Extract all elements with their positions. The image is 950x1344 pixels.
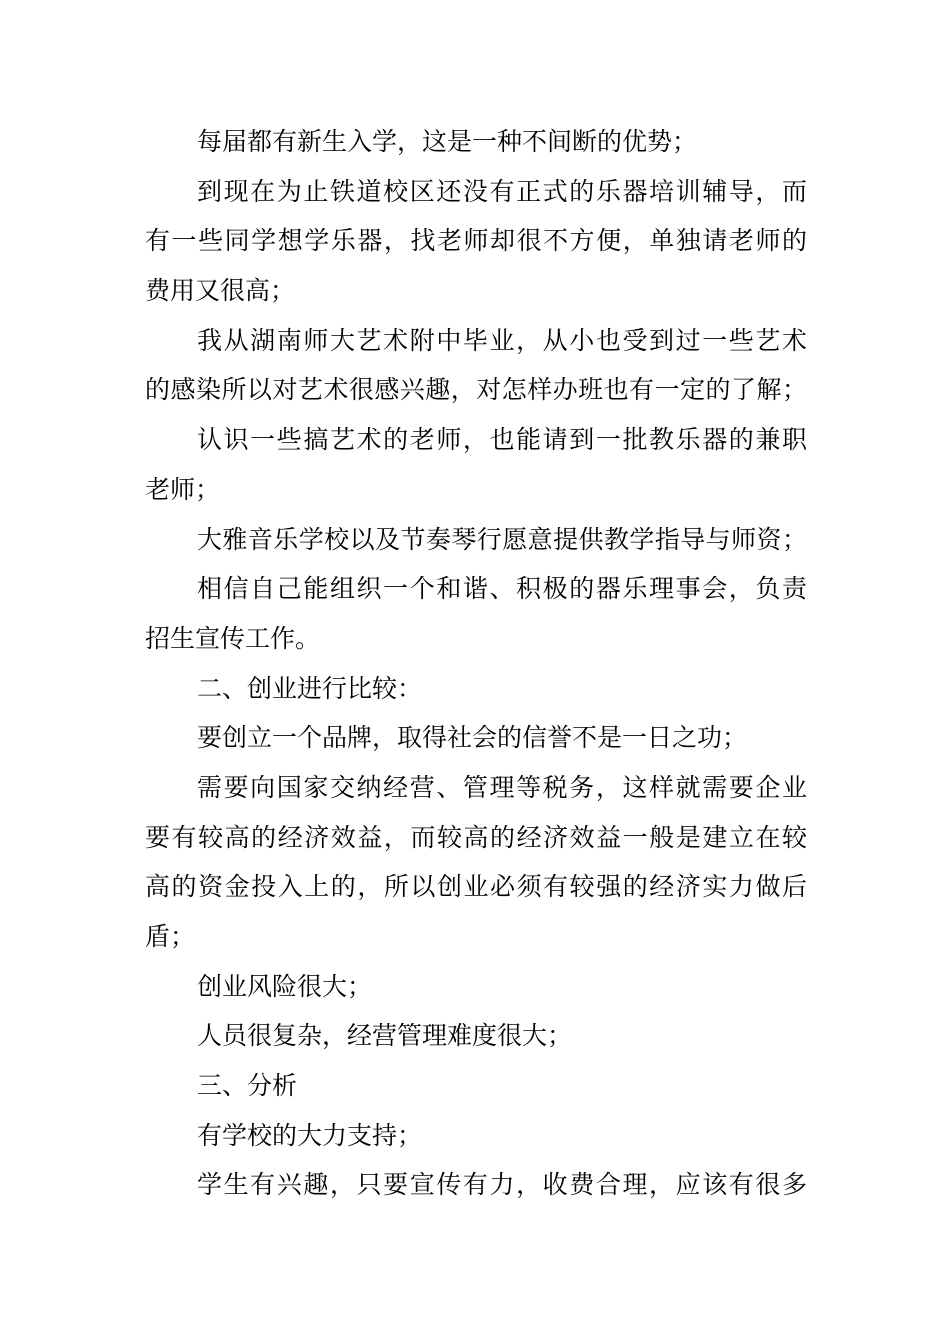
text-line: 相信自己能组织一个和谐、积极的器乐理事会，负责 <box>197 574 807 604</box>
text-line: 要有较高的经济效益，而较高的经济效益一般是建立在较 <box>145 822 807 852</box>
text-line: 盾； <box>145 922 196 951</box>
text-line: 认识一些搞艺术的老师，也能请到一批教乐器的兼职 <box>197 425 807 455</box>
text-line: 招生宣传工作。 <box>145 623 321 653</box>
text-line: 有一些同学想学乐器，找老师却很不方便，单独请老师的 <box>145 226 807 256</box>
text-line: 我从湖南师大艺术附中毕业，从小也受到过一些艺术 <box>197 325 807 355</box>
text-line: 每届都有新生入学，这是一种不间断的优势； <box>197 127 698 156</box>
text-line: 大雅音乐学校以及节奏琴行愿意提供教学指导与师资； <box>197 524 807 554</box>
text-line: 三、分析 <box>197 1071 298 1101</box>
text-line: 要创立一个品牌，取得社会的信誉不是一日之功； <box>197 723 748 753</box>
text-line: 高的资金投入上的，所以创业必须有较强的经济实力做后 <box>145 872 807 902</box>
text-line: 二、创业进行比较： <box>197 673 423 703</box>
text-line: 到现在为止铁道校区还没有正式的乐器培训辅导，而 <box>197 176 807 206</box>
text-line: 有学校的大力支持； <box>197 1120 423 1150</box>
text-line: 费用又很高； <box>145 276 296 306</box>
text-line: 人员很复杂，经营管理难度很大； <box>197 1021 573 1051</box>
text-line: 的感染所以对艺术很感兴趣，对怎样办班也有一定的了解； <box>145 375 807 405</box>
document-body <box>145 124 807 1217</box>
text-line: 需要向国家交纳经营、管理等税务，这样就需要企业 <box>197 772 807 802</box>
text-line: 学生有兴趣，只要宣传有力，收费合理，应该有很多 <box>197 1170 807 1200</box>
text-line: 创业风险很大； <box>197 971 373 1001</box>
text-line: 老师； <box>145 474 221 504</box>
